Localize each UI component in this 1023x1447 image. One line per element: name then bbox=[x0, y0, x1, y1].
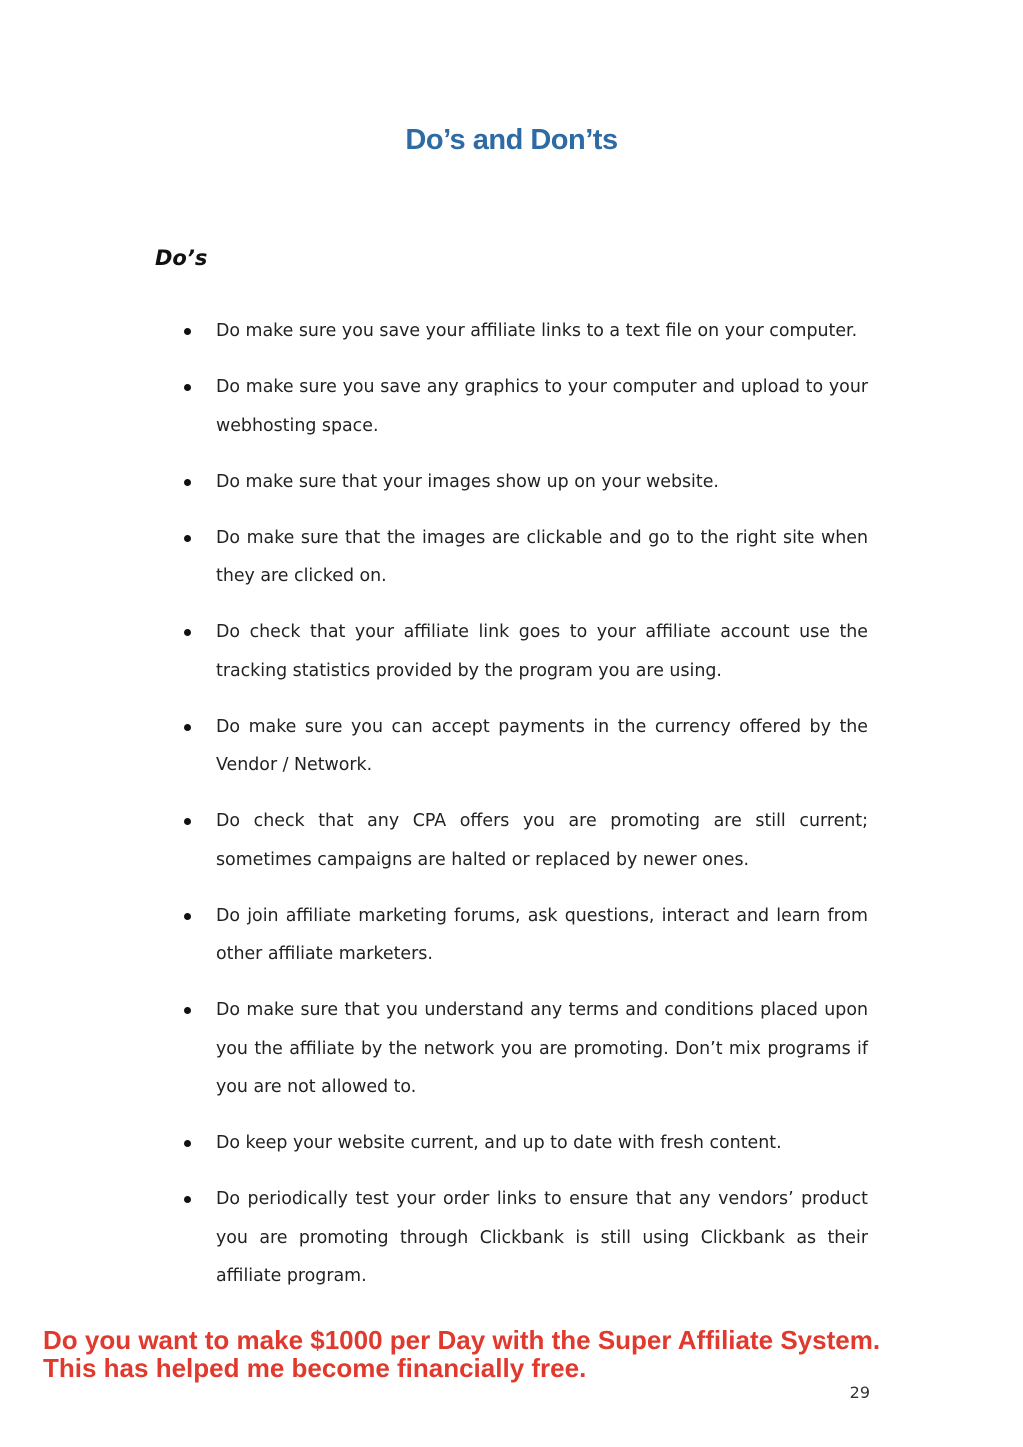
promo-link[interactable] bbox=[43, 1326, 880, 1382]
promo-line-2[interactable]: This has helped me become financially free. bbox=[43, 1353, 587, 1383]
list-item-text: Do join affiliate marketing forums, ask questions, interact and learn from other affiliate marketers. bbox=[216, 905, 868, 964]
list-item-text: Do check that any CPA offers you are promoting are still current; sometimes campaigns are halted or replaced by newer ones. bbox=[216, 811, 868, 870]
page-number: 29 bbox=[849, 1383, 870, 1402]
list-item-text: Do make sure that the images are clickable and go to the right site when they are clicked on. bbox=[216, 527, 868, 586]
bullet-icon bbox=[184, 818, 191, 825]
bullet-icon bbox=[184, 384, 191, 391]
list-item-text: Do make sure that you understand any terms and conditions placed upon you the affiliate by the network you are promoting. Don’t mix programs if you are not allowed to. bbox=[216, 1000, 868, 1097]
bullet-icon bbox=[184, 328, 191, 335]
bullet-icon bbox=[184, 1196, 191, 1203]
bullet-icon bbox=[184, 1007, 191, 1014]
list-item bbox=[216, 1180, 868, 1296]
list-item bbox=[216, 368, 868, 445]
list-item-text: Do make sure you save any graphics to your computer and upload to your webhosting space. bbox=[216, 377, 868, 436]
promo-line-1[interactable]: Do you want to make $1000 per Day with the Super Affiliate System. bbox=[43, 1325, 881, 1355]
section-heading-dos: Do’s bbox=[155, 246, 208, 270]
list-item bbox=[216, 708, 868, 785]
page-title: Do’s and Don’ts bbox=[405, 124, 618, 156]
list-item-text: Do keep your website current, and up to date with fresh content. bbox=[216, 1133, 782, 1153]
bullet-icon bbox=[184, 535, 191, 542]
dos-list bbox=[216, 312, 868, 1313]
list-item-text: Do check that your affiliate link goes to your affiliate account use the tracking statistics provided by the program you are using. bbox=[216, 622, 868, 681]
list-item-text: Do make sure that your images show up on your website. bbox=[216, 471, 719, 492]
list-item bbox=[216, 1124, 868, 1163]
bullet-icon bbox=[184, 629, 191, 636]
bullet-icon bbox=[184, 479, 191, 486]
list-item bbox=[216, 463, 868, 502]
list-item bbox=[216, 991, 868, 1107]
list-item-text: Do make sure you can accept payments in the currency offered by the Vendor / Network. bbox=[216, 716, 868, 775]
bullet-icon bbox=[184, 724, 191, 731]
list-item-text: Do make sure you save your affiliate links to a text file on your computer. bbox=[216, 321, 858, 341]
bullet-icon bbox=[184, 1140, 191, 1147]
list-item bbox=[216, 613, 868, 690]
bullet-icon bbox=[184, 913, 191, 920]
list-item-text: Do periodically test your order links to ensure that any vendors’ product you are promoting through Clickbank is still using Clickbank as their affiliate program. bbox=[216, 1189, 868, 1286]
list-item bbox=[216, 519, 868, 596]
list-item bbox=[216, 897, 868, 974]
list-item bbox=[216, 802, 868, 879]
list-item bbox=[216, 312, 868, 351]
